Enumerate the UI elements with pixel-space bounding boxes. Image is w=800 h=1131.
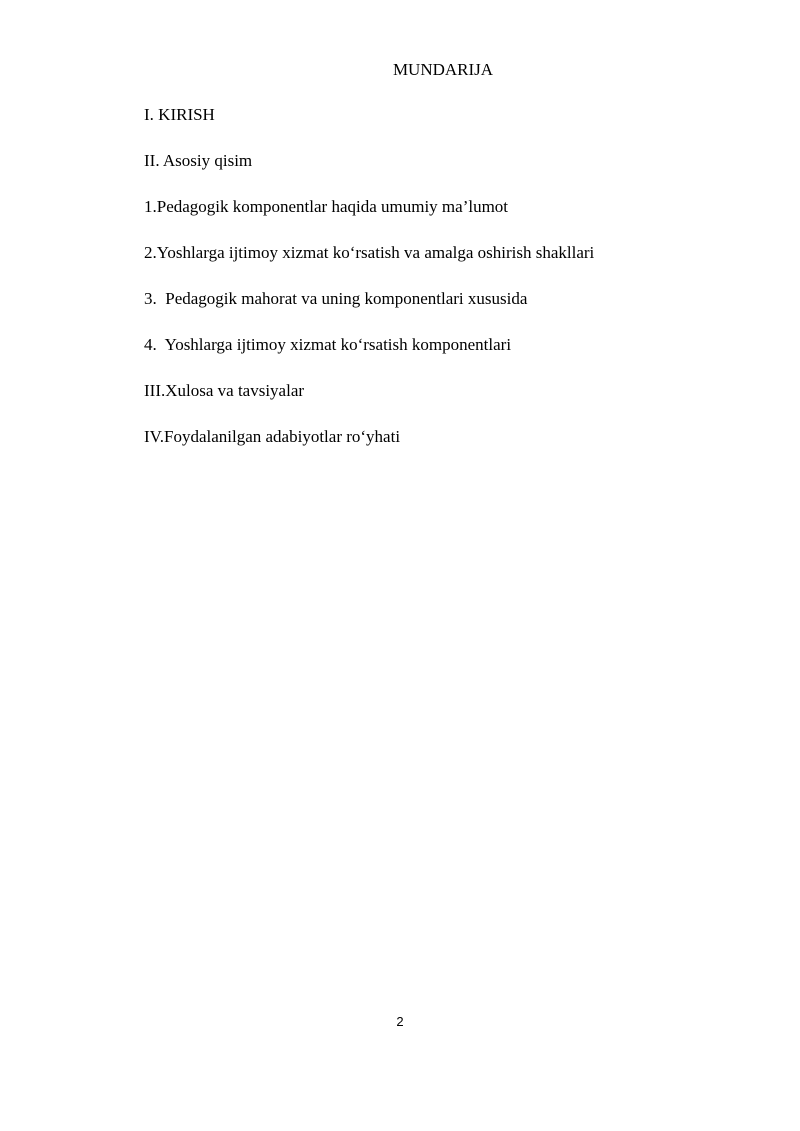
- toc-item-2: 2.Yoshlarga ijtimoy xizmat ko‘rsatish va amalga oshirish shakllari: [144, 243, 595, 262]
- toc-item-kirish: I. KIRISH: [144, 105, 215, 124]
- table-of-contents: [144, 104, 594, 472]
- toc-item-xulosa: III.Xulosa va tavsiyalar: [144, 381, 305, 400]
- toc-item-4: 4. Yoshlarga ijtimoy xizmat ko‘rsatish komponentlari: [144, 335, 512, 354]
- toc-item-3: 3. Pedagogik mahorat va uning komponentlari xususida: [144, 289, 528, 308]
- page-number: 2: [396, 1014, 404, 1029]
- toc-item-asosiy-qisim: II. Asosiy qisim: [144, 151, 253, 170]
- page-title: MUNDARIJA: [392, 60, 494, 79]
- toc-item-adabiyotlar: IV.Foydalanilgan adabiyotlar ro‘yhati: [144, 427, 401, 446]
- toc-item-1: 1.Pedagogik komponentlar haqida umumiy ma’lumot: [144, 197, 509, 216]
